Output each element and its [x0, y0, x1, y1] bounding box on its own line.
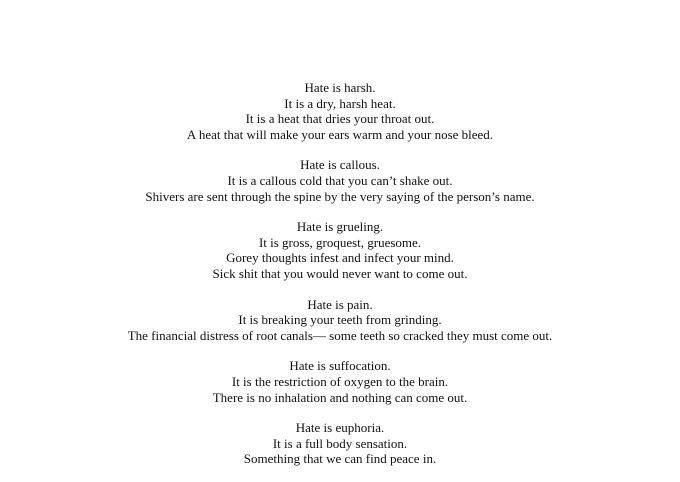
poem-line: Hate is grueling.	[296, 219, 384, 235]
poem-line: It is gross, groquest, gruesome.	[258, 234, 422, 250]
poem-line: Sick shit that you would never want to come out.	[212, 265, 468, 281]
stanza-euphoria	[0, 420, 680, 467]
poem-line: It is a heat that dries your throat out.	[245, 111, 435, 127]
stanza-harsh	[0, 80, 680, 142]
poem-line: The financial distress of root canals— some teeth so cracked they must come out.	[127, 327, 553, 343]
poem-line: Shivers are sent through the spine by the very saying of the person’s name.	[145, 188, 535, 204]
poem-line: A heat that will make your ears warm and your nose bleed.	[186, 126, 494, 142]
poem-line: It is a dry, harsh heat.	[284, 95, 396, 111]
poem-line: Hate is callous.	[300, 157, 380, 173]
poem-line: Something that we can find peace in.	[243, 451, 437, 467]
poem-body	[0, 80, 680, 482]
poem-line: It is breaking your teeth from grinding.	[238, 312, 442, 328]
poem-line: Hate is harsh.	[304, 80, 376, 95]
poem-line: It is the restriction of oxygen to the brain.	[231, 373, 449, 389]
poem-line: It is a full body sensation.	[272, 435, 408, 451]
stanza-grueling	[0, 219, 680, 281]
poem-line: Gorey thoughts infest and infect your mind.	[226, 250, 454, 266]
poem-line: Hate is pain.	[307, 296, 373, 312]
stanza-callous	[0, 157, 680, 204]
poem-line: It is a callous cold that you can’t shake out.	[227, 172, 453, 188]
poem-line: Hate is euphoria.	[295, 420, 385, 436]
stanza-pain	[0, 297, 680, 344]
poem-line: Hate is suffocation.	[289, 358, 391, 374]
poem-line: There is no inhalation and nothing can come out.	[212, 389, 468, 405]
stanza-suffocation	[0, 358, 680, 405]
